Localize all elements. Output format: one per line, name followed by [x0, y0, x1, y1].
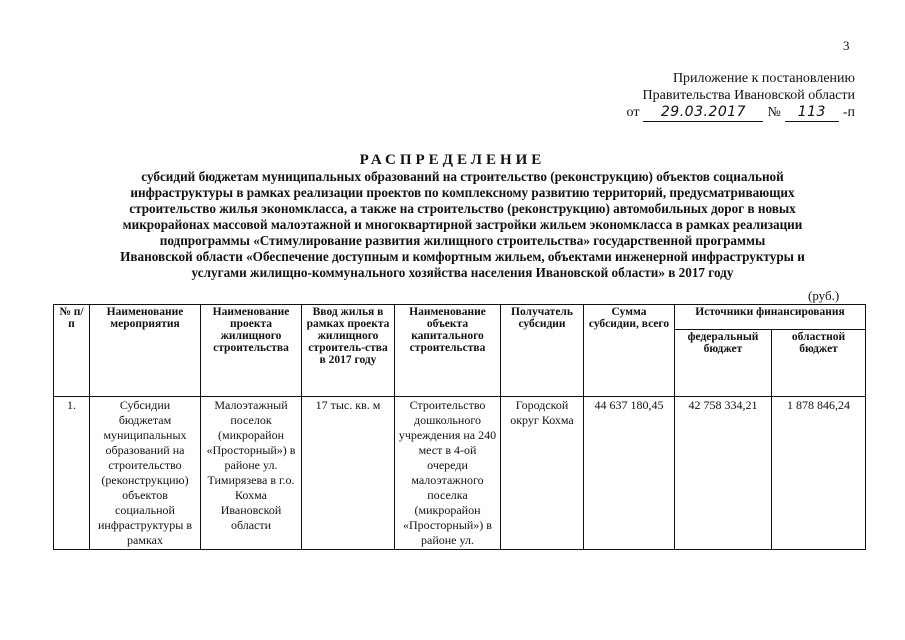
header-project: Наименование проекта жилищного строительства	[201, 305, 302, 397]
document-subtitle	[55, 169, 870, 281]
cell-sum: 44 637 180,45	[584, 397, 675, 550]
cell-project: Малоэтажный поселок (микрорайон «Просторный») в районе ул. Тимирязева в г.о. Кохма Ивановской области	[201, 397, 302, 550]
header-housing: Ввод жилья в рамках проекта жилищного строитель-ства в 2017 году	[302, 305, 395, 397]
header-recipient: Получатель субсидии	[501, 305, 584, 397]
appendix-line-1: Приложение к постановлению	[672, 71, 855, 86]
header-federal: федеральный бюджет	[675, 330, 772, 397]
subtitle-line: строительство жилья экономкласса, а также на строительство (реконструкцию) автомобильных дорог в новых	[129, 201, 796, 216]
subtitle-line: услугами жилищно-коммунального хозяйства населения Ивановской области» в 2017 году	[191, 265, 734, 280]
appendix-line-2: Правительства Ивановской области	[642, 88, 855, 103]
cell-federal: 42 758 334,21	[675, 397, 772, 550]
number-suffix: -п	[842, 105, 855, 120]
cell-num: 1.	[54, 397, 90, 550]
cell-object: Строительство дошкольного учреждения на 240 мест в 4-ой очереди малоэтажного поселка (микрорайон «Просторный») в районе ул.	[395, 397, 501, 550]
date-prefix: от	[626, 105, 640, 120]
distribution-table	[53, 304, 866, 550]
table-row	[54, 397, 866, 550]
subtitle-line: микрорайонах массовой малоэтажной и многоквартирной застройки жильем экономкласса в рамках реализации	[122, 217, 803, 232]
subtitle-line: подпрограммы «Стимулирование развития жилищного строительства» государственной программы	[159, 233, 766, 248]
decree-number: 113	[785, 104, 839, 122]
table-header-row	[54, 305, 866, 330]
header-sum: Сумма субсидии, всего	[584, 305, 675, 397]
currency-unit: (руб.)	[808, 288, 840, 303]
page-number: 3	[843, 38, 850, 53]
subtitle-line: Ивановской области «Обеспечение доступным и комфортным жильем, объектами инженерной инфраструктуры и	[120, 249, 805, 264]
subtitle-line: инфраструктуры в рамках реализации проектов по комплексному развитию территорий, предусматривающих	[130, 185, 795, 200]
document-title: РАСПРЕДЕЛЕНИЕ	[359, 152, 546, 168]
header-event: Наименование мероприятия	[90, 305, 201, 397]
decree-date: 29.03.2017	[643, 104, 763, 122]
header-object: Наименование объекта капитального строительства	[395, 305, 501, 397]
cell-housing: 17 тыс. кв. м	[302, 397, 395, 550]
subtitle-line: субсидий бюджетам муниципальных образований на строительство (реконструкцию) объектов социальной	[141, 169, 784, 184]
header-sources: Источники финансирования	[675, 305, 866, 330]
cell-event: Субсидии бюджетам муниципальных образований на строительство (реконструкцию) объектов социальной инфраструктуры в рамках	[90, 397, 201, 550]
header-num: № п/п	[54, 305, 90, 397]
appendix-date-line	[600, 104, 855, 122]
number-prefix: №	[767, 105, 781, 120]
cell-recipient: Городской округ Кохма	[501, 397, 584, 550]
appendix-block	[600, 70, 855, 122]
cell-regional: 1 878 846,24	[772, 397, 866, 550]
header-regional: областной бюджет	[772, 330, 866, 397]
